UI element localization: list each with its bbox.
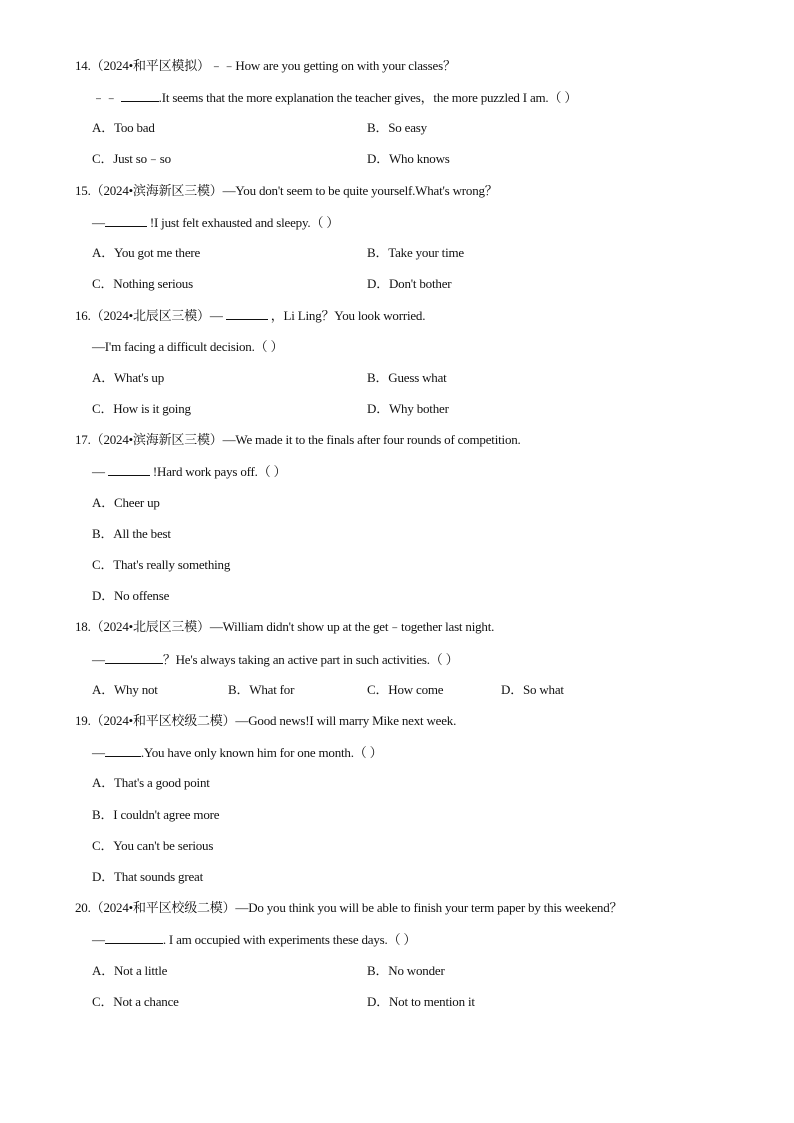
question-14-stem [75, 58, 456, 74]
question-number: 19. [75, 713, 91, 728]
question-source: （2024•和平区模拟） [90, 58, 210, 73]
answer-text: .It seems that the more explanation the teacher gives，the more puzzled I am.（ ） [158, 90, 578, 105]
question-text: ﹣﹣How are you getting on with your classes？ [209, 58, 456, 73]
question-source: （2024•和平区校级二模） [90, 900, 236, 915]
question-text: —You don't seem to be quite yourself.What's wrong？ [222, 183, 498, 198]
question-text: —Do you think you will be able to finish your term paper by this weekend？ [235, 900, 623, 915]
answer-blank [105, 214, 147, 227]
question-17-option-a: A．Cheer up [92, 495, 160, 510]
question-15-option-d: D．Don't bother [367, 276, 452, 291]
question-14-option-c: C．Just so﹣so [92, 151, 171, 166]
question-19-option-c: C．You can't be serious [92, 838, 214, 853]
dash: — [92, 464, 105, 479]
dash: — [209, 308, 223, 323]
question-19-stem [75, 713, 456, 729]
question-17-answer-line [92, 463, 286, 480]
question-number: 16. [75, 308, 91, 323]
question-17-option-d: D．No offense [92, 588, 170, 603]
answer-blank [105, 931, 163, 944]
answer-blank [105, 651, 163, 664]
question-15-stem [75, 183, 498, 199]
answer-text: ？He's always taking an active part in such activities.（ ） [162, 652, 459, 667]
question-source: （2024•和平区校级二模） [90, 713, 236, 728]
question-16-option-d: D．Why bother [367, 401, 449, 416]
question-14-option-b: B．So easy [367, 120, 427, 135]
question-17-option-c: C．That's really something [92, 557, 231, 572]
question-20-answer-line [92, 931, 416, 948]
question-16-answer-line: —I'm facing a difficult decision.（ ） [92, 339, 284, 354]
question-15-option-a: A．You got me there [92, 245, 201, 260]
question-text: —Good news!I will marry Mike next week. [235, 713, 457, 728]
answer-blank [108, 463, 150, 476]
question-20-option-a: A．Not a little [92, 963, 168, 978]
question-text: —We made it to the finals after four rounds of competition. [222, 432, 521, 447]
question-15-answer-line [92, 214, 339, 231]
question-17-option-b: B．All the best [92, 526, 171, 541]
question-number: 15. [75, 183, 91, 198]
question-19-option-a: A．That's a good point [92, 775, 210, 790]
question-18-option-d: D．So what [501, 682, 564, 697]
question-15-option-b: B．Take your time [367, 245, 464, 260]
question-20-option-d: D．Not to mention it [367, 994, 475, 1009]
question-source: （2024•滨海新区三模） [90, 183, 223, 198]
question-19-option-b: B．I couldn't agree more [92, 807, 220, 822]
question-14-option-d: D．Who knows [367, 151, 450, 166]
answer-text: !Hard work pays off.（ ） [149, 464, 287, 479]
dash: — [92, 652, 105, 667]
question-15-option-c: C．Nothing serious [92, 276, 193, 291]
question-text: —William didn't show up at the get﹣together last night. [209, 619, 495, 634]
answer-blank [121, 89, 159, 102]
answer-blank [105, 744, 141, 757]
question-18-option-a: A．Why not [92, 682, 158, 697]
question-16-option-c: C．How is it going [92, 401, 191, 416]
question-source: （2024•北辰区三模） [90, 619, 210, 634]
question-20-option-b: B．No wonder [367, 963, 445, 978]
answer-text: . I am occupied with experiments these days.（ ） [162, 932, 417, 947]
dash: ﹣﹣ [92, 90, 118, 105]
question-number: 17. [75, 432, 91, 447]
question-19-option-d: D．That sounds great [92, 869, 204, 884]
question-14-option-a: A．Too bad [92, 120, 155, 135]
question-18-option-b: B．What for [228, 682, 295, 697]
question-18-stem [75, 619, 494, 635]
question-source: （2024•北辰区三模） [90, 308, 210, 323]
dash: — [92, 215, 105, 230]
dash: — [92, 932, 105, 947]
answer-text: !I just felt exhausted and sleepy.（ ） [146, 215, 340, 230]
question-19-answer-line [92, 744, 382, 761]
question-number: 20. [75, 900, 91, 915]
question-number: 18. [75, 619, 91, 634]
answer-blank [226, 307, 268, 320]
question-20-stem [75, 900, 622, 916]
dash: — [92, 745, 105, 760]
question-16-option-a: A．What's up [92, 370, 164, 385]
question-source: （2024•滨海新区三模） [90, 432, 223, 447]
answer-text: .You have only known him for one month.（ ） [140, 745, 383, 760]
question-20-option-c: C．Not a chance [92, 994, 179, 1009]
question-number: 14. [75, 58, 91, 73]
question-18-answer-line [92, 651, 458, 668]
question-16-option-b: B．Guess what [367, 370, 447, 385]
question-16-stem [75, 307, 425, 324]
question-17-stem [75, 432, 521, 448]
question-text: ，Li Ling？You look worried. [270, 308, 426, 323]
question-18-option-c: C．How come [367, 682, 444, 697]
question-14-answer-line [92, 89, 577, 106]
